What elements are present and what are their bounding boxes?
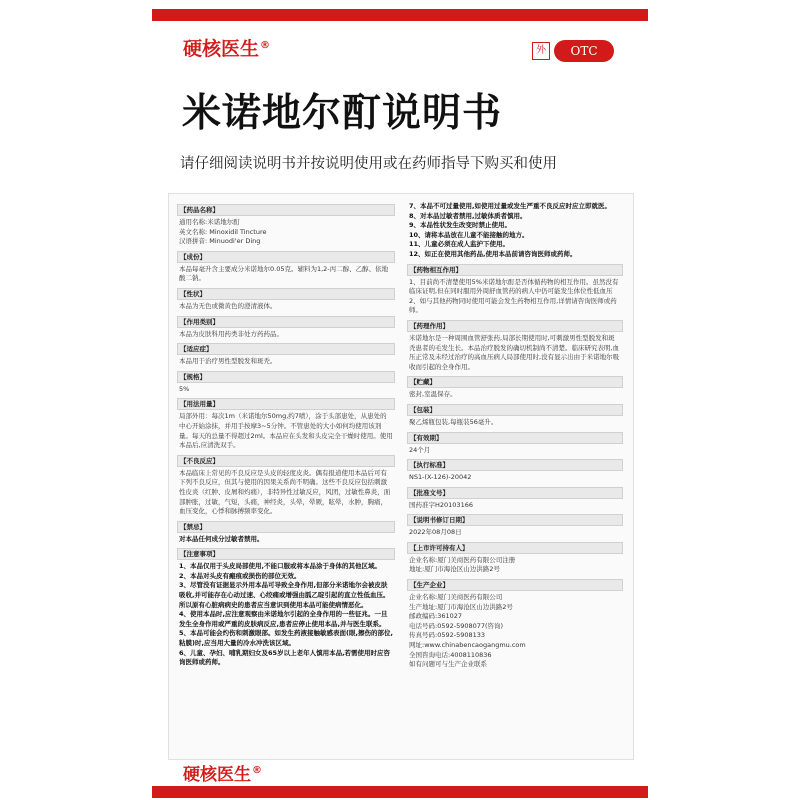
section-heading: 【批准文号】 (407, 487, 623, 499)
section-heading: 【贮藏】 (407, 376, 623, 388)
section (407, 579, 623, 670)
section (177, 398, 395, 450)
section (177, 316, 395, 340)
section-heading: 【性状】 (177, 288, 395, 300)
brand-name: 硬核医生 (183, 765, 251, 785)
section-heading: 【执行标准】 (407, 459, 623, 471)
otc-badge (532, 40, 614, 62)
page-subtitle: 请仔细阅读说明书并按说明使用或在药师指导下购买和使用 (180, 156, 557, 172)
section-text: NS1-(X-126)-20042 (409, 473, 472, 482)
section-heading: 【注意事项】 (177, 548, 395, 560)
section (407, 404, 623, 428)
section-heading: 【用法用量】 (177, 398, 395, 410)
right-column (407, 202, 623, 674)
section-text: 本品用于治疗男性型脱发和斑秃。 (179, 357, 277, 366)
section-heading: 【包装】 (407, 404, 623, 416)
section-text: 密封,室温保存。 (409, 390, 457, 399)
section (177, 455, 395, 517)
section-heading: 【成份】 (177, 251, 395, 263)
registered-mark: ® (252, 765, 262, 777)
section (407, 432, 623, 456)
section (407, 264, 623, 316)
section-heading: 【药品名称】 (177, 204, 395, 216)
section-text: 本品为皮肤科用药类非处方药药品。 (179, 329, 283, 338)
section-heading: 【适应症】 (177, 343, 395, 355)
section (407, 459, 623, 483)
section (407, 514, 623, 538)
section (177, 548, 395, 668)
instruction-sheet (168, 193, 634, 760)
section-text: 本品临床上常见的不良反应是头皮的轻度皮炎。偶有报道使用本品后可有下列不良反应，但其与使用的因果关系尚不明确。这些不良反应包括刺激性皮炎（红肿、皮屑和灼痛），非特异性过敏反应，风团，过敏性鼻炎，面部肿胀，过敏，气短，头痛，神经炎，头晕，晕厥，眩晕，水肿，胸痛，血压变化，心悸和脉搏频率变化。 (179, 468, 391, 516)
section-text: 7、本品不可过量使用,如使用过量或发生严重不良反应时应立即就医。 8、对本品过敏者禁用,过敏体质者慎用。 9、本品性状发生改变时禁止使用。 10、请将本品放在儿童不能接触的地方。 11、儿童必须在成人监护下使用。 12、如正在使用其他药品,使用本品前请咨询医师或药师。 (409, 202, 611, 258)
section-text: 本品每毫升含主要成分米诺地尔0.05克。辅料为1,2-丙二醇、乙醇、依地酸二钠。 (179, 264, 389, 283)
registered-mark: ® (260, 39, 271, 51)
section-text: 国药准字H20103166 (409, 500, 473, 509)
section (177, 521, 395, 545)
section-text: 米诺地尔是一种周围血管舒张药,局部长期使用时,可刺激男性型脱发和斑秃患者的毛发生长。本品治疗脱发的确切机制尚不清楚。临床研究表明,血压正常及未经过治疗的高血压病人局部使用时,没有显示出由于米诺地尔吸收而引起的全身作用。 (409, 333, 620, 371)
section-text: 24个月 (409, 445, 431, 454)
section-heading: 【上市许可持有人】 (407, 542, 623, 554)
section-heading: 【禁忌】 (177, 521, 395, 533)
brand-name: 硬核医生 (183, 38, 260, 60)
section (407, 376, 623, 400)
section-heading: 【规格】 (177, 371, 395, 383)
section (177, 343, 395, 367)
otc-external-use-mark: 外 (532, 42, 550, 60)
section (407, 320, 623, 372)
brand-logo-top (183, 34, 270, 61)
section (407, 487, 623, 511)
section-text: 5% (179, 384, 190, 393)
section-heading: 【说明书修订日期】 (407, 514, 623, 526)
section-heading: 【作用类别】 (177, 316, 395, 328)
top-red-bar (152, 9, 648, 21)
section (407, 202, 623, 260)
section-text: 企业名称:厦门美商医药有限公司 生产地址:厦门市海沧区山边洪路2号 邮政编码:361027 电话号码:0592-5908077(咨询) 传真号码:0592-5908133 网址:www.chinabencaogangmu.com 全国咨询电话:4008110836 如有问题可与生产企业联系 (409, 593, 526, 669)
section-text: 企业名称:厦门美商医药有限公司注册 地址:厦门市海沧区山边洪路2号 (409, 555, 516, 574)
section (177, 288, 395, 312)
section-text: 聚乙烯瓶包装,每瓶装56毫升。 (409, 417, 498, 426)
otc-label: OTC (554, 40, 614, 62)
section-heading: 【生产企业】 (407, 579, 623, 591)
section-text: 2022年08月08日 (409, 528, 462, 537)
section-text: 通用名称:米诺地尔酊 英文名称: Minoxidil Tincture 汉语拼音: Minuodi'er Ding (179, 218, 267, 246)
section-heading: 【药物相互作用】 (407, 264, 623, 276)
section (177, 371, 395, 395)
brand-logo-bottom (183, 760, 262, 785)
section-heading: 【有效期】 (407, 432, 623, 444)
section (177, 251, 395, 284)
section-text: 对本品任何成分过敏者禁用。 (179, 534, 264, 543)
section-heading: 【药理作用】 (407, 320, 623, 332)
section (407, 542, 623, 575)
section (177, 204, 395, 247)
left-column (177, 202, 395, 672)
section-text: 1、本品仅用于头皮局部使用,不能口服或将本品涂于身体的其他区域。 2、本品对头皮有瘢痕或损伤的部位无效。 3、尽管没有证据显示外用本品可导致全身作用,但部分米诺地尔会被皮肤吸收,并可能存在心动过速、心绞痛或增强由胍乙啶引起的直立性低血压。所以原有心脏病病史的患者应当意识到使用本品可能使病情恶化。 4、使用本品时,应注意观察由米诺地尔引起的全身作用的一些征兆。一旦发生全身作用或严重的皮肤病反应,患者应停止使用本品,并与医生联系。 5、本品可能会灼伤和刺激眼部。如发生药液接触敏感表面(眼,擦伤的部位,粘膜)时,应当用大量的冷水冲洗该区域。 6、儿童、孕妇、哺乳期妇女及65岁以上老年人慎用本品,若需使用时应咨询医师或药师。 (179, 562, 393, 667)
section-text: 本品为无色或微黄色的澄清液体。 (179, 301, 277, 310)
section-heading: 【不良反应】 (177, 455, 395, 467)
bottom-red-bar (152, 786, 648, 798)
section-text: 1、目前尚不清楚使用5%米诺地尔酊是否体循药物的相互作用。虽然没有临床证明,但在同时服用外周舒血管药的病人中仍可能发生体位性低血压 2、如与其他药物同时使用可能会发生药物相互作用,详情请咨询医师或药师。 (409, 277, 619, 315)
section-text: 局部外用：每次1m（米诺地尔50mg,约7喷），涂于头部患处，从患处的中心开始涂抹，并用手按摩3~5分钟。不管患处的大小如何均使用该剂量。每天的总量不得超过2ml。本品应在头发和头皮完全干燥时使用。使用本品后,应清洗双手。 (179, 412, 393, 450)
page-title: 米诺地尔酊说明书 (182, 91, 503, 136)
